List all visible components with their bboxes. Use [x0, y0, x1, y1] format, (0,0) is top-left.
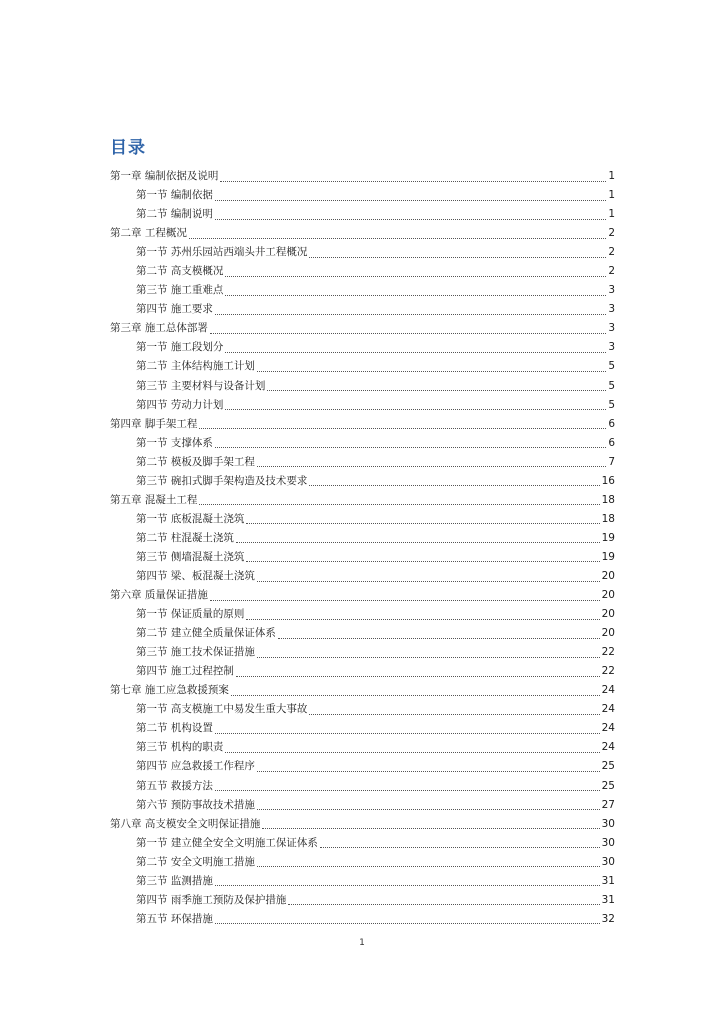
toc-entry-label: 第一节 支撑体系	[136, 436, 213, 449]
toc-entry-label: 第二节 建立健全质量保证体系	[136, 627, 276, 640]
toc-section-entry[interactable]	[110, 472, 615, 491]
dot-leader	[262, 827, 599, 829]
dot-leader	[225, 751, 599, 753]
toc-entry-label: 第二节 柱混凝土浇筑	[136, 531, 234, 544]
dot-leader	[220, 180, 606, 182]
dot-leader	[257, 580, 600, 582]
dot-leader	[210, 599, 600, 601]
dot-leader	[278, 637, 600, 639]
dot-leader	[215, 199, 606, 201]
toc-entry-label: 第三节 机构的职责	[136, 741, 224, 754]
toc-entry-label: 第二节 编制说明	[136, 208, 213, 221]
toc-entry-page: 22	[601, 665, 615, 678]
toc-entry-label: 第四章 脚手架工程	[110, 417, 198, 430]
toc-chapter-entry[interactable]	[110, 224, 615, 243]
toc-section-entry[interactable]	[110, 662, 615, 681]
dot-leader	[236, 675, 600, 677]
toc-entry-label: 第七章 施工应急救援预案	[110, 684, 229, 697]
dot-leader	[199, 503, 599, 505]
dot-leader	[320, 846, 600, 848]
toc-entry-page: 16	[601, 474, 615, 487]
toc-section-entry[interactable]	[110, 738, 615, 757]
table-of-contents	[110, 167, 615, 929]
dot-leader	[215, 446, 606, 448]
toc-entry-label: 第三节 施工技术保证措施	[136, 646, 255, 659]
toc-entry-page: 30	[601, 817, 615, 830]
toc-section-entry[interactable]	[110, 205, 615, 224]
toc-entry-page: 25	[601, 760, 615, 773]
dot-leader	[231, 694, 600, 696]
dot-leader	[309, 484, 599, 486]
toc-section-entry[interactable]	[110, 834, 615, 853]
toc-entry-label: 第六节 预防事故技术措施	[136, 798, 255, 811]
toc-chapter-entry[interactable]	[110, 681, 615, 700]
toc-entry-label: 第三节 监测措施	[136, 874, 213, 887]
toc-entry-page: 31	[601, 874, 615, 887]
dot-leader	[210, 332, 606, 334]
toc-entry-page: 20	[601, 627, 615, 640]
dot-leader	[225, 294, 606, 296]
toc-entry-page: 3	[608, 341, 615, 354]
toc-entry-page: 7	[608, 455, 615, 468]
toc-section-entry[interactable]	[110, 243, 615, 262]
toc-section-entry[interactable]	[110, 853, 615, 872]
toc-entry-page: 18	[601, 493, 615, 506]
toc-entry-page: 5	[608, 379, 615, 392]
toc-entry-label: 第四节 施工过程控制	[136, 665, 234, 678]
toc-entry-label: 第二章 工程概况	[110, 227, 187, 240]
toc-entry-page: 6	[608, 417, 615, 430]
dot-leader	[215, 922, 600, 924]
toc-entry-page: 24	[601, 722, 615, 735]
toc-entry-label: 第六章 质量保证措施	[110, 589, 208, 602]
toc-section-entry[interactable]	[110, 567, 615, 586]
toc-entry-label: 第八章 高支模安全文明保证措施	[110, 817, 261, 830]
toc-entry-label: 第一节 苏州乐园站西端头井工程概况	[136, 246, 308, 259]
toc-entry-label: 第一章 编制依据及说明	[110, 170, 219, 182]
toc-entry-label: 第四节 劳动力计划	[136, 398, 224, 411]
dot-leader	[225, 275, 606, 277]
toc-entry-label: 第一节 保证质量的原则	[136, 608, 245, 621]
toc-section-entry[interactable]	[110, 796, 615, 815]
dot-leader	[257, 370, 606, 372]
toc-section-entry[interactable]	[110, 605, 615, 624]
toc-entry-label: 第三章 施工总体部署	[110, 322, 208, 335]
dot-leader	[246, 560, 599, 562]
toc-entry-page: 3	[608, 303, 615, 316]
dot-leader	[246, 522, 599, 524]
dot-leader	[288, 903, 599, 905]
page-number: 1	[359, 938, 365, 948]
toc-entry-page: 1	[608, 189, 615, 202]
toc-entry-label: 第四节 施工要求	[136, 303, 213, 316]
toc-entry-label: 第二节 模板及脚手架工程	[136, 455, 255, 468]
toc-entry-page: 19	[601, 531, 615, 544]
toc-heading: 目录	[110, 138, 146, 158]
dot-leader	[257, 656, 600, 658]
toc-chapter-entry[interactable]	[110, 586, 615, 605]
toc-entry-label: 第一节 建立健全安全文明施工保证体系	[136, 836, 318, 849]
toc-section-entry[interactable]	[110, 510, 615, 529]
toc-section-entry[interactable]	[110, 338, 615, 357]
toc-section-entry[interactable]	[110, 700, 615, 719]
dot-leader	[257, 865, 600, 867]
toc-section-entry[interactable]	[110, 624, 615, 643]
dot-leader	[225, 408, 606, 410]
toc-entry-label: 第三节 主要材料与设备计划	[136, 379, 266, 392]
toc-entry-label: 第五节 救援方法	[136, 779, 213, 792]
toc-section-entry[interactable]	[110, 548, 615, 567]
toc-section-entry[interactable]	[110, 453, 615, 472]
toc-entry-page: 30	[601, 855, 615, 868]
toc-entry-label: 第一节 编制依据	[136, 189, 213, 202]
dot-leader	[215, 789, 600, 791]
toc-section-entry[interactable]	[110, 186, 615, 205]
dot-leader	[215, 884, 600, 886]
toc-entry-page: 3	[608, 284, 615, 297]
toc-entry-label: 第一节 底板混凝土浇筑	[136, 512, 245, 525]
toc-entry-page: 25	[601, 779, 615, 792]
toc-section-entry[interactable]	[110, 719, 615, 738]
toc-entry-page: 24	[601, 684, 615, 697]
toc-entry-page: 3	[608, 322, 615, 335]
dot-leader	[257, 465, 606, 467]
toc-chapter-entry[interactable]	[110, 319, 615, 338]
toc-entry-page: 30	[601, 836, 615, 849]
toc-entry-page: 20	[601, 589, 615, 602]
toc-chapter-entry[interactable]	[110, 167, 615, 186]
toc-entry-label: 第四节 应急救援工作程序	[136, 760, 255, 773]
toc-entry-page: 27	[601, 798, 615, 811]
toc-section-entry[interactable]	[110, 396, 615, 415]
toc-entry-label: 第四节 梁、板混凝土浇筑	[136, 569, 255, 582]
toc-section-entry[interactable]	[110, 434, 615, 453]
toc-entry-page: 19	[601, 550, 615, 563]
toc-section-entry[interactable]	[110, 377, 615, 396]
toc-entry-label: 第二节 安全文明施工措施	[136, 855, 255, 868]
toc-entry-page: 18	[601, 512, 615, 525]
toc-entry-page: 5	[608, 398, 615, 411]
toc-entry-label: 第四节 雨季施工预防及保护措施	[136, 893, 287, 906]
dot-leader	[225, 351, 606, 353]
toc-section-entry[interactable]	[110, 757, 615, 776]
toc-entry-page: 2	[608, 246, 615, 259]
toc-section-entry[interactable]	[110, 910, 615, 929]
dot-leader	[215, 732, 600, 734]
toc-entry-page: 6	[608, 436, 615, 449]
toc-chapter-entry[interactable]	[110, 415, 615, 434]
dot-leader	[246, 618, 599, 620]
dot-leader	[267, 389, 606, 391]
toc-entry-label: 第五章 混凝土工程	[110, 493, 198, 506]
toc-entry-page: 20	[601, 569, 615, 582]
toc-section-entry[interactable]	[110, 262, 615, 281]
dot-leader	[215, 218, 606, 220]
toc-entry-label: 第一节 施工段划分	[136, 341, 224, 354]
dot-leader	[199, 427, 606, 429]
toc-entry-page: 5	[608, 360, 615, 373]
toc-entry-page: 2	[608, 227, 615, 240]
toc-entry-label: 第二节 主体结构施工计划	[136, 360, 255, 373]
toc-entry-label: 第二节 机构设置	[136, 722, 213, 735]
toc-entry-page: 32	[601, 912, 615, 925]
toc-section-entry[interactable]	[110, 777, 615, 796]
toc-section-entry[interactable]	[110, 891, 615, 910]
toc-entry-label: 第一节 高支模施工中易发生重大事故	[136, 703, 308, 716]
toc-entry-page: 2	[608, 265, 615, 278]
toc-entry-page: 1	[608, 170, 615, 182]
dot-leader	[215, 313, 606, 315]
dot-leader	[309, 256, 606, 258]
dot-leader	[236, 541, 600, 543]
dot-leader	[257, 770, 600, 772]
toc-section-entry[interactable]	[110, 357, 615, 376]
toc-entry-label: 第二节 高支模概况	[136, 265, 224, 278]
toc-chapter-entry[interactable]	[110, 491, 615, 510]
toc-section-entry[interactable]	[110, 300, 615, 319]
toc-entry-page: 20	[601, 608, 615, 621]
toc-entry-page: 24	[601, 703, 615, 716]
toc-section-entry[interactable]	[110, 643, 615, 662]
toc-entry-page: 31	[601, 893, 615, 906]
dot-leader	[257, 808, 600, 810]
toc-chapter-entry[interactable]	[110, 815, 615, 834]
toc-entry-page: 22	[601, 646, 615, 659]
toc-entry-page: 1	[608, 208, 615, 221]
toc-entry-label: 第三节 侧墙混凝土浇筑	[136, 550, 245, 563]
toc-entry-label: 第五节 环保措施	[136, 912, 213, 925]
toc-section-entry[interactable]	[110, 872, 615, 891]
dot-leader	[309, 713, 599, 715]
toc-entry-label: 第三节 碗扣式脚手架构造及技术要求	[136, 474, 308, 487]
toc-section-entry[interactable]	[110, 529, 615, 548]
dot-leader	[189, 237, 606, 239]
toc-section-entry[interactable]	[110, 281, 615, 300]
toc-entry-page: 24	[601, 741, 615, 754]
toc-entry-label: 第三节 施工重难点	[136, 284, 224, 297]
